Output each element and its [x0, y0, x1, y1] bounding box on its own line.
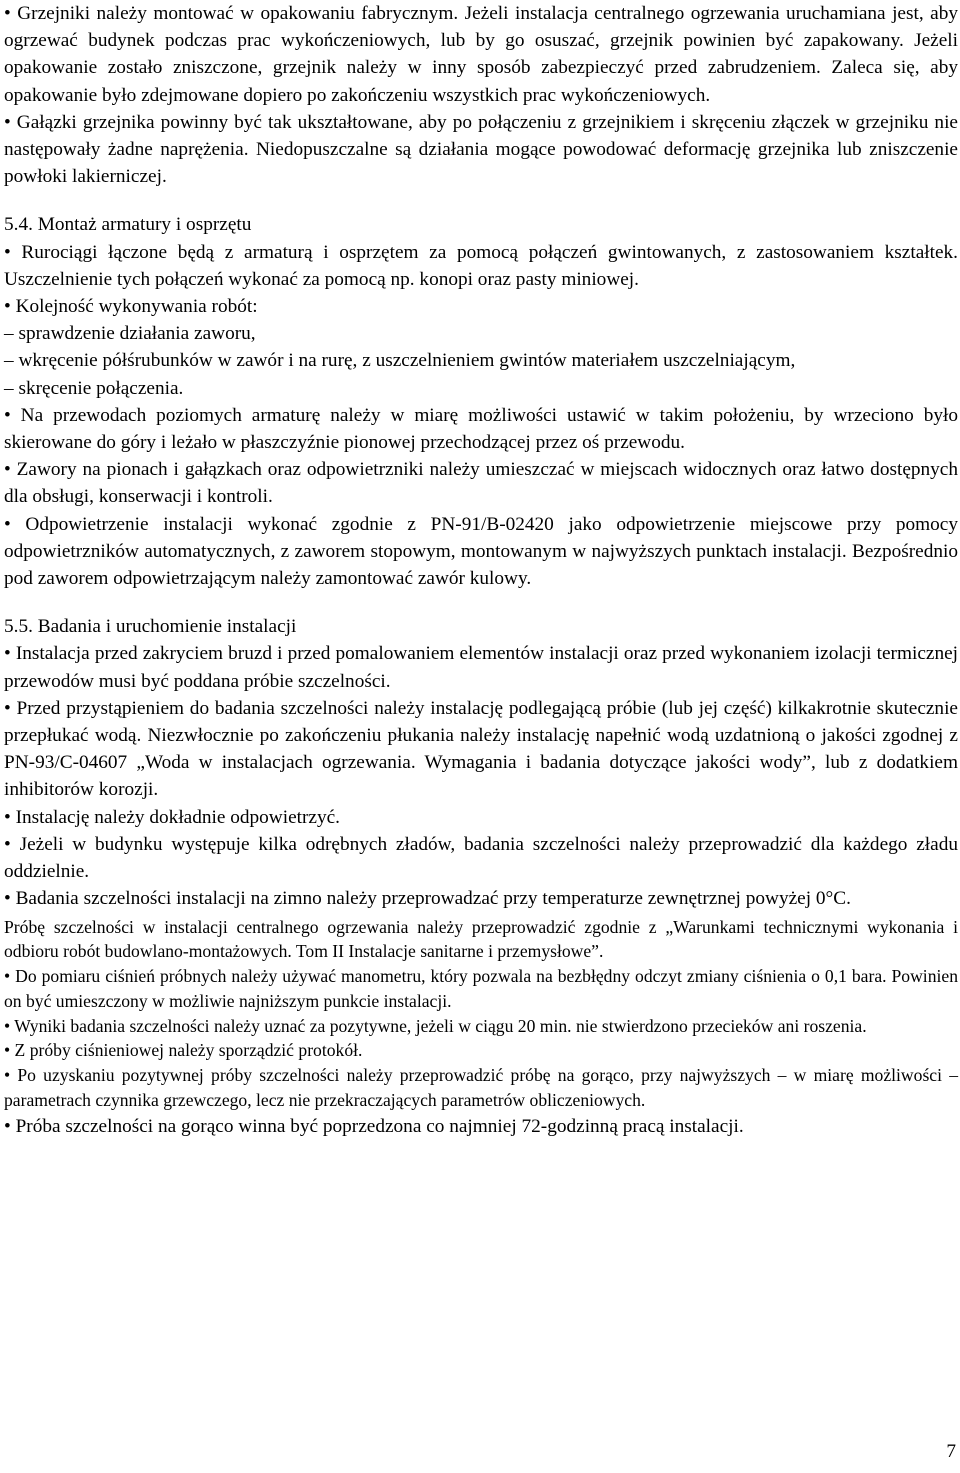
list-item-screw-unions: – wkręcenie półśrubunków w zawór i na rurę, z uszczelnieniem gwintów materiałem uszczelniającym,: [4, 350, 796, 372]
paragraph-work-order: • Kolejność wykonywania robót:: [4, 296, 258, 318]
paragraph-hot-test: • Po uzyskaniu pozytywnej próby szczelności należy przeprowadzić próbę na gorąco, przy najwyższych – w miarę możliwości – parametrach czynnika grzewczego, lecz nie przekraczających parametrów obliczeniowych.: [4, 1065, 958, 1111]
paragraph-test-standard: Próbę szczelności w instalacji centralnego ogrzewania należy przeprowadzić zgodnie z „Warunkami technicznymi wykonania i odbioru robót budowlano-montażowych. Tom II Instalacje sanitarne i przemysłowe”.: [4, 916, 958, 962]
paragraph-flushing: • Przed przystąpieniem do badania szczelności należy instalację podlegającą próbie (lub jej część) kilkakrotnie skutecznie przepłukać wodą. Niezwłocznie po zakończeniu płukania należy instalację napełnić wodą uzdatnioną o jakości zgodnej z PN-93/C-04607 „Woda w instalacjach ogrzewania. Wymagania i badania dotyczące jakości wody”, lub z dodatkiem inhibitorów korozji.: [4, 697, 958, 801]
paragraph-horizontal-fittings: • Na przewodach poziomych armaturę należy w miarę możliwości ustawić w takim położeniu, by wrzeciono było skierowane do góry i leżało w płaszczyźnie pionowej przechodzącej przez oś przewodu.: [4, 404, 958, 454]
paragraph-protocol: • Z próby ciśnieniowej należy sporządzić protokół.: [4, 1040, 363, 1061]
page-number: 7: [946, 1441, 956, 1462]
list-item-tighten-connection: – skręcenie połączenia.: [4, 377, 184, 399]
paragraph-radiator-branches: • Gałązki grzejnika powinny być tak ukształtowane, aby po połączeniu z grzejnikiem i skręceniu złączek w grzejniku nie następowały żadne naprężenia. Niedopuszczalne są działania mogące powodować deformację grzejnika lub zniszczenie powłoki lakierniczej.: [4, 111, 958, 188]
paragraph-radiator-packaging: • Grzejniki należy montować w opakowaniu fabrycznym. Jeżeli instalacja centralnego ogrzewania uruchamiana jest, aby ogrzewać budynek podczas prac wykończeniowych, lub by go osuszać, grzejnik powinien być zapakowany. Jeżeli opakowanie zostało zniszczone, grzejnik należy w inny sposób zabezpieczyć przed zabrudzeniem. Zaleca się, aby opakowanie było zdejmowane dopiero po zakończeniu wszystkich prac wykończeniowych.: [4, 3, 958, 106]
paragraph-separate-circuits: • Jeżeli w budynku występuje kilka odrębnych zładów, badania szczelności należy przeprowadzić dla każdego zładu oddzielnie.: [4, 833, 958, 883]
paragraph-pressure-test: • Instalacja przed zakryciem bruzd i przed pomalowaniem elementów instalacji oraz przed wykonaniem izolacji termicznej przewodów musi być poddana próbie szczelności.: [4, 643, 958, 692]
section-heading-5-4: 5.4. Montaż armatury i osprzętu: [4, 214, 252, 236]
paragraph-manometer: • Do pomiaru ciśnień próbnych należy używać manometru, który pozwala na bezbłędny odczyt zmiany ciśnienia o 0,1 bara. Powinien on być umieszczony w możliwie najniższym punkcie instalacji.: [4, 966, 958, 1011]
paragraph-pipeline-joints: • Rurociągi łączone będą z armaturą i osprzętem za pomocą połączeń gwintowanych, z zastosowaniem kształtek. Uszczelnienie tych połączeń wykonać za pomocą np. konopi oraz pasty miniowej.: [4, 241, 958, 290]
paragraph-venting-instruction: • Instalację należy dokładnie odpowietrzyć.: [4, 806, 341, 828]
paragraph-hot-test-precondition: • Próba szczelności na gorąco winna być poprzedzona co najmniej 72-godzinną pracą instalacji.: [4, 1115, 744, 1137]
paragraph-venting: • Odpowietrzenie instalacji wykonać zgodnie z PN-91/B-02420 jako odpowietrzenie miejscowe przy pomocy odpowietrzników automatycznych, z zaworem stopowym, montowanym w najwyższych punktach instalacji. Bezpośrednio pod zaworem odpowietrzającym należy zamontować zawór kulowy.: [4, 513, 958, 590]
paragraph-valves-placement: • Zawory na pionach i gałązkach oraz odpowietrzniki należy umieszczać w miejscach widocznych oraz łatwo dostępnych dla obsługi, konserwacji i kontroli.: [4, 459, 958, 508]
document-page: [4, 0, 958, 1140]
section-heading-5-5: 5.5. Badania i uruchomienie instalacji: [4, 616, 297, 638]
paragraph-test-result: • Wyniki badania szczelności należy uznać za pozytywne, jeżeli w ciągu 20 min. nie stwierdzono przecieków ani roszenia.: [4, 1015, 867, 1036]
list-item-check-valve: – sprawdzenie działania zaworu,: [4, 323, 256, 345]
paragraph-cold-test-temperature: • Badania szczelności instalacji na zimno należy przeprowadzać przy temperaturze zewnętrznej powyżej 0°C.: [4, 888, 851, 910]
